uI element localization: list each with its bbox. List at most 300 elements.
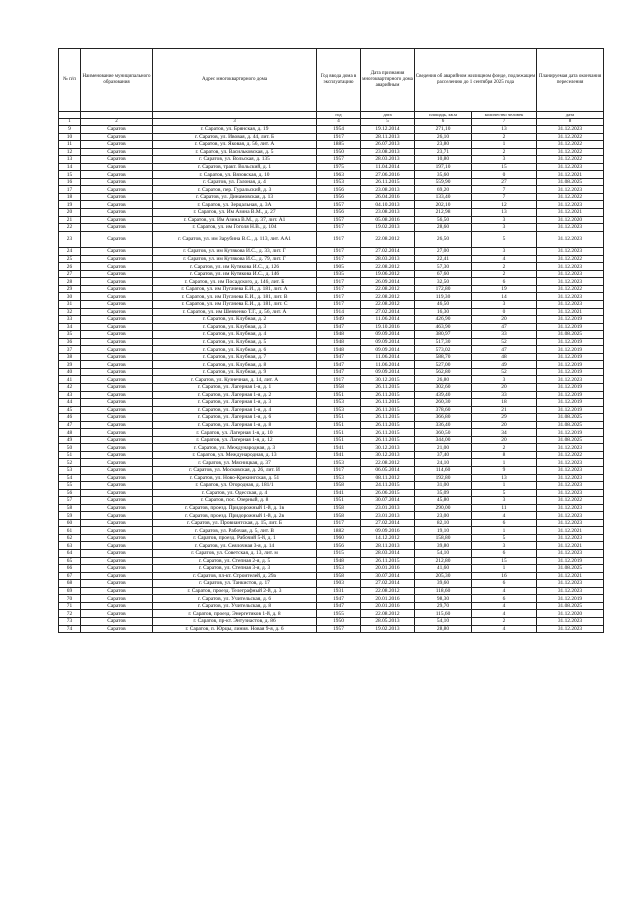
recognized-date-cell: 28.11.2013: [361, 133, 415, 141]
year-cell: 1951: [317, 391, 361, 399]
row-number: 70: [59, 595, 81, 603]
address-cell: г. Саратов, ул. Учительская, д. 8: [153, 602, 317, 610]
table-row: [59, 625, 604, 633]
recognized-date-cell: 22.08.2012: [361, 285, 415, 293]
recognized-date-cell: 28.03.2013: [361, 255, 415, 263]
recognized-date-cell: 30.07.2014: [361, 497, 415, 505]
table-row: [59, 300, 604, 308]
planned-date-cell: 31.12.2023: [537, 482, 604, 490]
area-cell: 119,30: [415, 293, 472, 301]
municipality-cell: Саратов: [81, 346, 153, 354]
address-cell: г. Саратов, ул. им Кутякова И.С., д. 126: [153, 263, 317, 271]
row-number: 39: [59, 361, 81, 369]
area-cell: 39,60: [415, 580, 472, 588]
recognized-date-cell: 08.11.2012: [361, 474, 415, 482]
area-cell: 573,02: [415, 346, 472, 354]
planned-date-cell: 31.12.2023: [537, 376, 604, 384]
table-row: [59, 263, 604, 271]
row-number: 42: [59, 384, 81, 392]
planned-date-cell: 31.12.2021: [537, 542, 604, 550]
people-cell: 4: [472, 602, 537, 610]
planned-date-cell: 31.12.2023: [537, 224, 604, 232]
people-cell: 2: [472, 270, 537, 278]
municipality-cell: Саратов: [81, 156, 153, 164]
area-cell: 56,50: [415, 216, 472, 224]
address-cell: г. Саратов, ул. Огородная, д. 181/1: [153, 482, 317, 490]
municipality-cell: Саратов: [81, 361, 153, 369]
municipality-cell: Саратов: [81, 376, 153, 384]
row-number: 72: [59, 610, 81, 618]
area-cell: 23,80: [415, 141, 472, 149]
planned-date-cell: 31.12.2023: [537, 587, 604, 595]
planned-date-cell: 31.12.2023: [537, 550, 604, 558]
address-cell: г. Саратов, ул. Им Азина В.М., д. 37, лит. А1: [153, 216, 317, 224]
municipality-cell: Саратов: [81, 126, 153, 134]
area-cell: 588,70: [415, 353, 472, 361]
area-cell: 10,80: [415, 156, 472, 164]
area-cell: 69,20: [415, 186, 472, 194]
table-body: [59, 126, 604, 633]
year-cell: 1951: [317, 414, 361, 422]
year-cell: 1917: [317, 224, 361, 232]
address-cell: г. Саратов, ул. Международная, д. 3: [153, 444, 317, 452]
area-cell: 23,00: [415, 512, 472, 520]
municipality-cell: Саратов: [81, 209, 153, 217]
table-row: [59, 278, 604, 286]
recognized-date-cell: 20.01.2016: [361, 595, 415, 603]
table-row: [59, 255, 604, 263]
planned-date-cell: 31.12.2023: [537, 444, 604, 452]
table-row: [59, 126, 604, 134]
header-address: Адрес многоквартирного дома: [153, 49, 317, 112]
row-number: 31: [59, 300, 81, 308]
year-cell: 1947: [317, 361, 361, 369]
municipality-cell: Саратов: [81, 512, 153, 520]
year-cell: 1948: [317, 331, 361, 339]
area-cell: 360,50: [415, 429, 472, 437]
recognized-date-cell: 22.08.2012: [361, 293, 415, 301]
header-planned-date: Планируемая дата окончания переселения: [537, 49, 604, 112]
year-cell: 1953: [317, 459, 361, 467]
address-cell: г. Саратов, ул. Вязовская, д. 10: [153, 171, 317, 179]
row-number: 54: [59, 474, 81, 482]
column-number: 5: [361, 119, 415, 126]
address-cell: г. Саратов, ул. Лагерная 1-я, д. 12: [153, 436, 317, 444]
area-cell: 260,30: [415, 399, 472, 407]
area-cell: 172,80: [415, 285, 472, 293]
area-cell: 28,80: [415, 625, 472, 633]
year-cell: 1949: [317, 316, 361, 324]
address-cell: г. Саратов, ул. Лагерная 1-я, д. 2: [153, 391, 317, 399]
address-cell: г. Саратов, ул. Яковая, д. 56, лит. А: [153, 141, 317, 149]
subheader-empty: [81, 112, 153, 119]
municipality-cell: Саратов: [81, 353, 153, 361]
year-cell: 1905: [317, 263, 361, 271]
address-cell: г. Саратов, ул. Клубная, д. 9: [153, 368, 317, 376]
municipality-cell: Саратов: [81, 384, 153, 392]
row-number: 16: [59, 178, 81, 186]
people-cell: 13: [472, 126, 537, 134]
year-cell: 1948: [317, 346, 361, 354]
area-cell: 54,10: [415, 550, 472, 558]
planned-date-cell: 31.12.2023: [537, 231, 604, 248]
area-cell: 39,80: [415, 542, 472, 550]
planned-date-cell: 31.12.2022: [537, 156, 604, 164]
table-row: [59, 414, 604, 422]
table-row: [59, 323, 604, 331]
column-number: 4: [317, 119, 361, 126]
people-cell: 6: [472, 595, 537, 603]
recognized-date-cell: 27.02.2014: [361, 308, 415, 316]
column-number: 6: [415, 119, 472, 126]
table-row: [59, 467, 604, 475]
recognized-date-cell: 19.02.2013: [361, 625, 415, 633]
year-cell: 1947: [317, 323, 361, 331]
table-row: [59, 368, 604, 376]
recognized-date-cell: 11.06.2014: [361, 353, 415, 361]
recognized-date-cell: 26.11.2015: [361, 429, 415, 437]
area-cell: 82,10: [415, 519, 472, 527]
address-cell: г. Саратов, ул. Степная 3-я, д. 3: [153, 565, 317, 573]
table-row: [59, 459, 604, 467]
area-cell: 57,30: [415, 263, 472, 271]
area-cell: 197,10: [415, 163, 472, 171]
area-cell: 37,40: [415, 451, 472, 459]
address-cell: г. Саратов, ул. им Посадского, д. 146, лит. Б: [153, 278, 317, 286]
table-row: [59, 141, 604, 149]
people-cell: 4: [472, 512, 537, 520]
planned-date-cell: 31.12.2019: [537, 346, 604, 354]
people-cell: 49: [472, 361, 537, 369]
year-cell: 1953: [317, 406, 361, 414]
address-cell: г. Саратов, ул. Им Азина В.М., д. 27: [153, 209, 317, 217]
people-cell: 5: [472, 489, 537, 497]
subheader-date: дата: [361, 112, 415, 119]
planned-date-cell: 31.12.2022: [537, 255, 604, 263]
municipality-cell: Саратов: [81, 186, 153, 194]
area-cell: 426,90: [415, 316, 472, 324]
recognized-date-cell: 11.06.2014: [361, 361, 415, 369]
people-cell: 6: [472, 278, 537, 286]
address-cell: г. Саратов, ул. им Пугачева Е.И., д. 181, лит. В: [153, 293, 317, 301]
planned-date-cell: 31.12.2022: [537, 451, 604, 459]
table-row: [59, 406, 604, 414]
area-cell: 380,97: [415, 331, 472, 339]
row-number: 45: [59, 406, 81, 414]
document-page: [58, 48, 603, 633]
people-cell: 27: [472, 178, 537, 186]
recognized-date-cell: 26.11.2015: [361, 399, 415, 407]
table-row: [59, 186, 604, 194]
table-row: [59, 512, 604, 520]
row-number: 48: [59, 429, 81, 437]
year-cell: 1950: [317, 148, 361, 156]
table-row: [59, 270, 604, 278]
table-row: [59, 391, 604, 399]
table-row: [59, 482, 604, 490]
planned-date-cell: 31.12.2022: [537, 193, 604, 201]
area-cell: 35,60: [415, 171, 472, 179]
people-cell: 1: [472, 482, 537, 490]
table-row: [59, 436, 604, 444]
table-row: [59, 231, 604, 248]
planned-date-cell: 31.12.2020: [537, 610, 604, 618]
people-cell: 34: [472, 429, 537, 437]
year-cell: 1951: [317, 436, 361, 444]
column-number: 2: [81, 119, 153, 126]
table-row: [59, 497, 604, 505]
year-cell: 1917: [317, 133, 361, 141]
year-cell: 1953: [317, 399, 361, 407]
header-fund-info: Сведения об аварийном жилищном фонде, подлежащем расселению до 1 сентября 2025 года: [415, 49, 537, 112]
people-cell: 29: [472, 414, 537, 422]
planned-date-cell: 31.08.2025: [537, 178, 604, 186]
people-cell: 3: [472, 216, 537, 224]
year-cell: 1957: [317, 625, 361, 633]
row-number: 50: [59, 444, 81, 452]
recognized-date-cell: 09.09.2014: [361, 331, 415, 339]
row-number: 58: [59, 504, 81, 512]
row-number: 44: [59, 399, 81, 407]
address-cell: г. Саратов, ул. Лагерная 1-я, д. 1: [153, 384, 317, 392]
area-cell: 67,60: [415, 270, 472, 278]
area-cell: 271,10: [415, 126, 472, 134]
row-number: 71: [59, 602, 81, 610]
address-cell: г. Саратов, п. Юрцы, линия. Новая 9-я, д. 6: [153, 625, 317, 633]
municipality-cell: Саратов: [81, 550, 153, 558]
planned-date-cell: 31.12.2023: [537, 617, 604, 625]
recognized-date-cell: 24.11.2015: [361, 482, 415, 490]
table-row: [59, 565, 604, 573]
recognized-date-cell: 23.08.2013: [361, 186, 415, 194]
row-number: 34: [59, 323, 81, 331]
municipality-cell: Саратов: [81, 617, 153, 625]
row-number: 66: [59, 565, 81, 573]
recognized-date-cell: 28.03.2013: [361, 156, 415, 164]
people-cell: 9: [472, 467, 537, 475]
address-cell: г. Саратов, ул. Ивовая, д. 44, лит. Б: [153, 133, 317, 141]
people-cell: 3: [472, 376, 537, 384]
address-cell: г. Саратов, пер. Гуральский, д. 3: [153, 186, 317, 194]
year-cell: 1935: [317, 270, 361, 278]
municipality-cell: Саратов: [81, 163, 153, 171]
area-cell: 98,30: [415, 595, 472, 603]
recognized-date-cell: 19.10.2016: [361, 323, 415, 331]
address-cell: г. Саратов, ул. Лагерная 1-я, д. 4: [153, 406, 317, 414]
table-row: [59, 550, 604, 558]
year-cell: 1917: [317, 519, 361, 527]
table-row: [59, 557, 604, 565]
municipality-cell: Саратов: [81, 610, 153, 618]
recognized-date-cell: 04.10.2013: [361, 201, 415, 209]
area-cell: 290,00: [415, 504, 472, 512]
municipality-cell: Саратов: [81, 148, 153, 156]
row-number: 51: [59, 451, 81, 459]
table-row: [59, 308, 604, 316]
planned-date-cell: 31.12.2021: [537, 308, 604, 316]
people-cell: 1: [472, 459, 537, 467]
municipality-cell: Саратов: [81, 504, 153, 512]
row-number: 32: [59, 308, 81, 316]
recognized-date-cell: 20.01.2016: [361, 565, 415, 573]
area-cell: 27,00: [415, 248, 472, 256]
year-cell: 1917: [317, 278, 361, 286]
municipality-cell: Саратов: [81, 489, 153, 497]
municipality-cell: Саратов: [81, 497, 153, 505]
year-cell: 1941: [317, 444, 361, 452]
recognized-date-cell: 26.11.2015: [361, 421, 415, 429]
planned-date-cell: 31.12.2019: [537, 316, 604, 324]
table-row: [59, 209, 604, 217]
column-number: 3: [153, 119, 317, 126]
area-cell: 366,80: [415, 414, 472, 422]
area-cell: 41,60: [415, 565, 472, 573]
people-cell: 47: [472, 346, 537, 354]
people-cell: 33: [472, 331, 537, 339]
address-cell: г. Саратов, ул. Динамовская, д. 13: [153, 193, 317, 201]
area-cell: 115,60: [415, 610, 472, 618]
planned-date-cell: 31.12.2023: [537, 270, 604, 278]
year-cell: 1917: [317, 300, 361, 308]
row-number: 49: [59, 436, 81, 444]
people-cell: 3: [472, 497, 537, 505]
recognized-date-cell: 30.12.2013: [361, 451, 415, 459]
year-cell: 1960: [317, 534, 361, 542]
municipality-cell: Саратов: [81, 285, 153, 293]
planned-date-cell: 31.12.2022: [537, 133, 604, 141]
planned-date-cell: 31.08.2025: [537, 565, 604, 573]
row-number: 30: [59, 293, 81, 301]
year-cell: 1958: [317, 482, 361, 490]
row-number: 57: [59, 497, 81, 505]
row-number: 35: [59, 331, 81, 339]
address-cell: г. Саратов, ул. Клубная, д. 4: [153, 331, 317, 339]
address-cell: г. Саратов, ул. им Кутякова И.С., д. 146: [153, 270, 317, 278]
municipality-cell: Саратов: [81, 231, 153, 248]
people-cell: 18: [472, 399, 537, 407]
row-number: 11: [59, 141, 81, 149]
planned-date-cell: 31.12.2019: [537, 384, 604, 392]
planned-date-cell: 31.12.2019: [537, 391, 604, 399]
year-cell: 1941: [317, 489, 361, 497]
year-cell: 1954: [317, 126, 361, 134]
table-row: [59, 527, 604, 535]
municipality-cell: Саратов: [81, 406, 153, 414]
address-cell: г. Саратов, ул. Мясницкая, д. 37: [153, 459, 317, 467]
header-recognized-date: Дата признания многоквартирного дома аварийным: [361, 49, 415, 112]
address-cell: г. Саратов, проезд. Рабочий 5-й, д. 1: [153, 534, 317, 542]
municipality-cell: Саратов: [81, 300, 153, 308]
address-cell: г. Саратов, ул. Лагерная 1-я, д. 3: [153, 399, 317, 407]
recognized-date-cell: 26.11.2015: [361, 436, 415, 444]
address-cell: г. Саратов, ул. Галоная, д. 4: [153, 178, 317, 186]
recognized-date-cell: 30.07.2014: [361, 572, 415, 580]
year-cell: 1975: [317, 163, 361, 171]
municipality-cell: Саратов: [81, 270, 153, 278]
address-cell: г. Саратов, ул. Клубная, д. 5: [153, 338, 317, 346]
address-cell: г. Саратов, проезд. Энергетиков 1-й, д. 8: [153, 610, 317, 618]
address-cell: г. Саратов, ул. Одесская, д. 4: [153, 489, 317, 497]
area-cell: 336,40: [415, 421, 472, 429]
row-number: 68: [59, 580, 81, 588]
year-cell: 1958: [317, 384, 361, 392]
municipality-cell: Саратов: [81, 316, 153, 324]
planned-date-cell: 31.12.2021: [537, 527, 604, 535]
planned-date-cell: 31.12.2023: [537, 300, 604, 308]
people-cell: 2: [472, 148, 537, 156]
municipality-cell: Саратов: [81, 171, 153, 179]
people-cell: 4: [472, 625, 537, 633]
year-cell: 1917: [317, 248, 361, 256]
municipality-cell: Саратов: [81, 193, 153, 201]
year-cell: 1947: [317, 353, 361, 361]
recognized-date-cell: 26.11.2015: [361, 406, 415, 414]
people-cell: 7: [472, 186, 537, 194]
table-row: [59, 474, 604, 482]
planned-date-cell: 31.12.2019: [537, 595, 604, 603]
address-cell: г. Саратов, ул. Клубная, д. 8: [153, 361, 317, 369]
municipality-cell: Саратов: [81, 474, 153, 482]
people-cell: 33: [472, 391, 537, 399]
municipality-cell: Саратов: [81, 133, 153, 141]
row-number: 41: [59, 376, 81, 384]
row-number: 47: [59, 421, 81, 429]
year-cell: 1958: [317, 504, 361, 512]
recognized-date-cell: 14.12.2012: [361, 534, 415, 542]
area-cell: 302,60: [415, 384, 472, 392]
area-cell: 29,70: [415, 602, 472, 610]
people-cell: 3: [472, 542, 537, 550]
planned-date-cell: 31.12.2019: [537, 338, 604, 346]
municipality-cell: Саратов: [81, 399, 153, 407]
address-cell: г. Саратов, ул. Клубная, д. 2: [153, 316, 317, 324]
area-cell: 562,80: [415, 368, 472, 376]
row-number: 43: [59, 391, 81, 399]
year-cell: 1941: [317, 451, 361, 459]
year-cell: 1950: [317, 617, 361, 625]
row-number: 24: [59, 248, 81, 256]
subheader-empty: [59, 112, 81, 119]
people-cell: 20: [472, 316, 537, 324]
address-cell: г. Саратов, ул. Ново-Крекингская, д. 51: [153, 474, 317, 482]
address-cell: г. Саратов, ул. Лагерная 1-я, д. 10: [153, 429, 317, 437]
municipality-cell: Саратов: [81, 444, 153, 452]
recognized-date-cell: 30.12.2013: [361, 444, 415, 452]
municipality-cell: Саратов: [81, 436, 153, 444]
address-cell: г. Саратов, ул. Клубная, д. 3: [153, 323, 317, 331]
year-cell: 1903: [317, 580, 361, 588]
municipality-cell: Саратов: [81, 602, 153, 610]
row-number: 38: [59, 353, 81, 361]
planned-date-cell: 31.12.2023: [537, 248, 604, 256]
subheader-empty: [153, 112, 317, 119]
planned-date-cell: 31.12.2022: [537, 497, 604, 505]
people-cell: 52: [472, 338, 537, 346]
address-cell: г. Саратов, ул. им Шевченко Т.Г., д. 56, лит. А: [153, 308, 317, 316]
address-cell: г. Саратов, тракт. Вольский, д. 1: [153, 163, 317, 171]
recognized-date-cell: 23.01.2013: [361, 512, 415, 520]
recognized-date-cell: 26.09.2014: [361, 278, 415, 286]
municipality-cell: Саратов: [81, 519, 153, 527]
year-cell: 1948: [317, 557, 361, 565]
municipality-cell: Саратов: [81, 278, 153, 286]
planned-date-cell: 31.12.2023: [537, 625, 604, 633]
address-cell: г. Саратов, ул. Сеялочная 3-я, д. 14: [153, 542, 317, 550]
table-row: [59, 316, 604, 324]
people-cell: 48: [472, 353, 537, 361]
municipality-cell: Саратов: [81, 293, 153, 301]
area-cell: 21,00: [415, 444, 472, 452]
